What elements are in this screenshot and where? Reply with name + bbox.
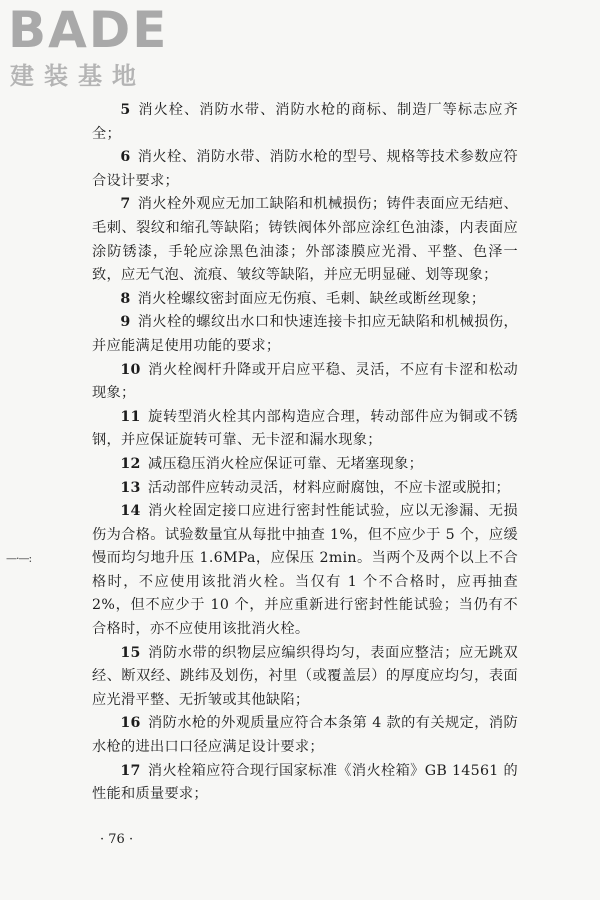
clause-text: 旋转型消火栓其内部构造应合理，转动部件应为铜或不锈钢，并应保证旋转可靠、无卡涩和漏水现象； [92,408,518,449]
clause-item [92,453,518,477]
clause-text: 消防水枪的外观质量应符合本条第 4 款的有关规定，消防水枪的进出口口径应满足设计要求； [92,715,518,756]
clause-item [92,99,518,146]
clause-text: 活动部件应转动灵活，材料应耐腐蚀，不应卡涩或脱扣； [147,479,511,496]
clause-item [92,500,518,642]
clause-text: 消火栓固定接口应进行密封性能试验，应以无渗漏、无损伤为合格。试验数量宜从每批中抽查 1%，但不应少于 5 个，应缓慢而均匀地升压 1.6MPa，应保压 2min。当两个及两个以上不合格时，不应使用该批消火栓。当仅有 1 个不合格时，应再抽查 2%，但不应少于 10 个，并应重新进行密封性能试验；当仍有不合格时，亦不应使用该批消火栓。 [92,503,518,638]
clause-item [92,359,518,406]
clause-item [92,642,518,713]
clause-number: 14 [120,503,141,520]
clause-text: 减压稳压消火栓应保证可靠、无堵塞现象； [147,455,424,472]
clause-text: 消火栓箱应符合现行国家标准《消火栓箱》GB 14561 的性能和质量要求； [92,762,518,803]
clause-text: 消防水带的织物层应编织得均匀，表面应整洁；应无跳双经、断双经、跳纬及划伤，衬里（或覆盖层）的厚度应均匀，表面应光滑平整、无折皱或其他缺陷； [92,644,518,708]
clause-number: 12 [120,455,141,472]
document-body [92,99,518,807]
clause-text: 消火栓螺纹密封面应无伤痕、毛刺、缺丝或断丝现象； [137,290,486,307]
clause-number: 11 [120,408,141,425]
clause-number: 17 [120,762,141,779]
logo-wordmark: BADE [8,1,169,59]
clause-item [92,406,518,453]
clause-number: 5 [120,102,131,118]
clause-item [92,193,518,287]
clause-number: 13 [120,479,141,496]
clause-item [92,288,518,312]
page-number: · 76 · [100,832,134,847]
clause-text: 消火栓阀杆升降或开启应平稳、灵活，不应有卡涩和松动现象； [92,361,518,402]
clause-number: 15 [120,644,141,661]
clause-item [92,146,518,193]
clause-number: 6 [120,149,131,166]
clause-number: 10 [120,361,141,378]
clause-item [92,477,518,501]
clause-text: 消火栓外观应无加工缺陷和机械损伤；铸件表面应无结疤、毛刺、裂纹和缩孔等缺陷；铸铁阀体外部应涂红色油漆，内表面应涂防锈漆，手轮应涂黑色油漆；外部漆膜应光滑、平整、色泽一致，应无气泡、流痕、皱纹等缺陷，并应无明显碰、划等现象； [92,196,518,284]
bade-logo [8,1,183,94]
logo-subtitle: 建装基地 [10,62,146,90]
clause-text: 消火栓、消防水带、消防水枪的商标、制造厂等标志应齐全； [92,102,518,142]
clause-number: 8 [120,290,131,307]
clause-item [92,712,518,759]
clause-number: 16 [120,715,141,732]
clause-item [92,311,518,358]
clause-number: 9 [120,314,131,331]
clause-text: 消火栓、消防水带、消防水枪的型号、规格等技术参数应符合设计要求； [92,149,518,189]
clause-number: 7 [120,196,131,213]
margin-mark: —·—: [6,552,32,565]
clause-item [92,760,518,807]
clause-text: 消火栓的螺纹出水口和快速连接卡扣应无缺陷和机械损伤，并应能满足使用功能的要求； [92,314,518,354]
